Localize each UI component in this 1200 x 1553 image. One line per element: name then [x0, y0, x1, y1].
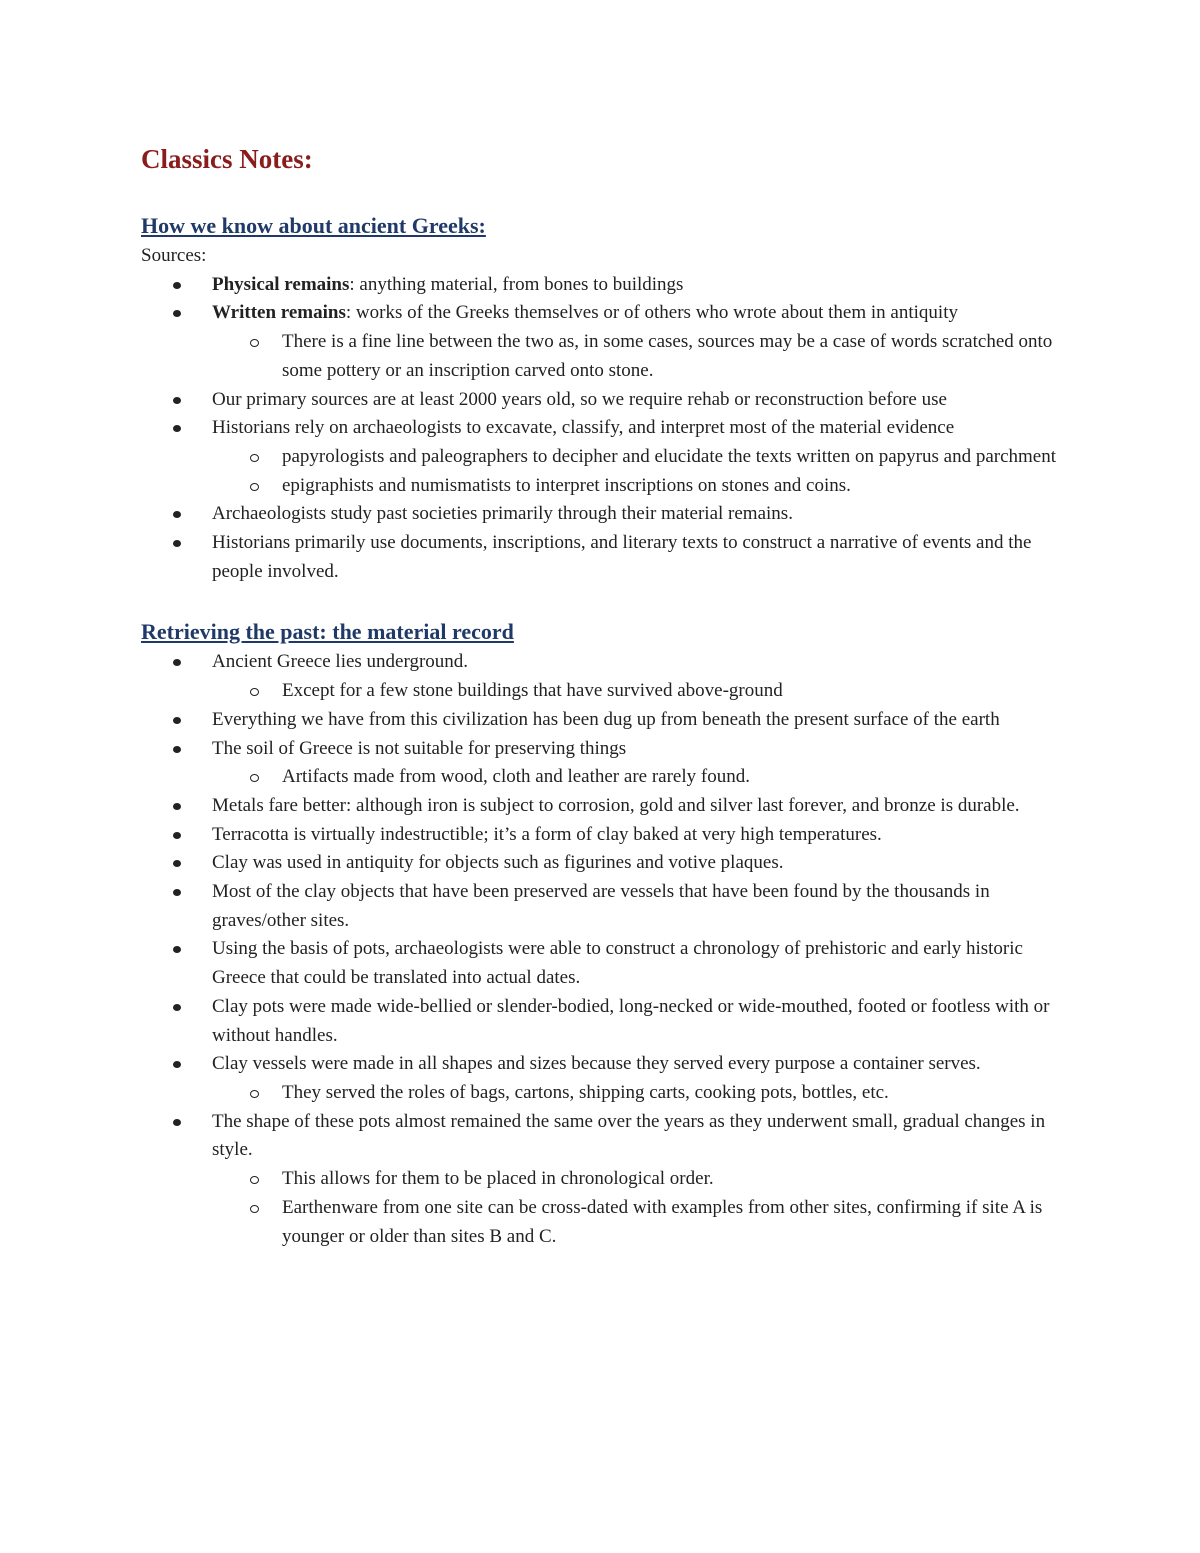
list-item-text: Ancient Greece lies underground.: [212, 651, 469, 673]
list-item: [212, 299, 1081, 385]
bullet-list-material-record: [141, 648, 1081, 1251]
list-item: [212, 386, 1081, 415]
sub-list-item: They served the roles of bags, cartons, shipping carts, cooking pots, bottles, etc.: [282, 1079, 1081, 1108]
sub-list-item: Artifacts made from wood, cloth and leather are rarely found.: [282, 763, 1081, 792]
list-item-text: : anything material, from bones to buildings: [349, 273, 684, 295]
list-item: [212, 935, 1081, 992]
list-item-text: Clay was used in antiquity for objects such as figurines and votive plaques.: [212, 852, 784, 874]
sub-list-item: papyrologists and paleographers to decipher and elucidate the texts written on papyrus and parchment: [282, 443, 1081, 472]
sub-list-item: epigraphists and numismatists to interpret inscriptions on stones and coins.: [282, 472, 1081, 501]
list-item: [212, 500, 1081, 529]
sub-list: [212, 1165, 1081, 1251]
list-item-text: Historians rely on archaeologists to excavate, classify, and interpret most of the material evidence: [212, 417, 955, 439]
sub-list: [212, 328, 1081, 385]
list-item: [212, 1050, 1081, 1107]
list-item-text: Most of the clay objects that have been preserved are vessels that have been found by the thousands in graves/other sites.: [212, 881, 990, 931]
list-item-text: Clay pots were made wide-bellied or slender-bodied, long-necked or wide-mouthed, footed or footless with or without handles.: [212, 995, 1050, 1046]
list-item-text: Terracotta is virtually indestructible; it’s a form of clay baked at very high temperatures.: [212, 823, 882, 845]
sub-list-item: Except for a few stone buildings that have survived above-ground: [282, 677, 1081, 706]
list-item-text: Everything we have from this civilization has been dug up from beneath the present surface of the earth: [212, 708, 1000, 730]
list-item: [212, 1108, 1081, 1252]
list-item: [212, 878, 1081, 935]
bullet-list-sources: [141, 271, 1081, 587]
list-item-text: The soil of Greece is not suitable for preserving things: [212, 737, 627, 759]
section-heading-ancient-greeks: How we know about ancient Greeks:: [141, 213, 486, 238]
list-item: [212, 648, 1081, 705]
list-item-text: : works of the Greeks themselves or of others who wrote about them in antiquity: [345, 302, 958, 324]
list-item: [212, 414, 1081, 500]
list-item-text: The shape of these pots almost remained the same over the years as they underwent small, gradual changes in style.: [212, 1110, 1046, 1161]
list-item-text: Our primary sources are at least 2000 years old, so we require rehab or reconstruction before use: [212, 388, 947, 410]
section-heading-material-record: Retrieving the past: the material record: [141, 619, 514, 645]
list-item: [212, 735, 1081, 792]
sub-list-item: This allows for them to be placed in chronological order.: [282, 1165, 1081, 1194]
list-item-text: Clay vessels were made in all shapes and sizes because they served every purpose a container serves.: [212, 1053, 981, 1075]
list-item: [212, 821, 1081, 850]
list-item-text: Archaeologists study past societies primarily through their material remains.: [212, 503, 793, 525]
document-page: [141, 140, 1081, 1251]
sources-label: Sources:: [141, 245, 207, 266]
page-title: Classics Notes:: [141, 144, 313, 174]
list-item: [212, 271, 1081, 300]
sub-list-item: Earthenware from one site can be cross-dated with examples from other sites, confirming if site A is younger or older than sites B and C.: [282, 1194, 1081, 1251]
sub-list: [212, 677, 1081, 706]
sub-list-item: There is a fine line between the two as, in some cases, sources may be a case of words scratched onto some pottery or an inscription carved onto stone.: [282, 328, 1081, 385]
list-item: [212, 529, 1081, 586]
sub-list: [212, 443, 1081, 500]
list-item: [212, 792, 1081, 821]
list-item-text: Using the basis of pots, archaeologists were able to construct a chronology of prehistoric and early historic Greece that could be translated into actual dates.: [212, 938, 1023, 989]
list-item-text: Metals fare better: although iron is subject to corrosion, gold and silver last forever, and bronze is durable.: [212, 794, 1020, 816]
sub-list: [212, 1079, 1081, 1108]
list-item: [212, 706, 1081, 735]
list-item: [212, 993, 1081, 1050]
bold-term: Physical remains: [212, 273, 350, 295]
list-item-text: Historians primarily use documents, inscriptions, and literary texts to construct a narrative of events and the people involved.: [212, 532, 1032, 582]
list-item: [212, 849, 1081, 878]
bold-term: Written remains: [212, 302, 346, 324]
sub-list: [212, 763, 1081, 792]
